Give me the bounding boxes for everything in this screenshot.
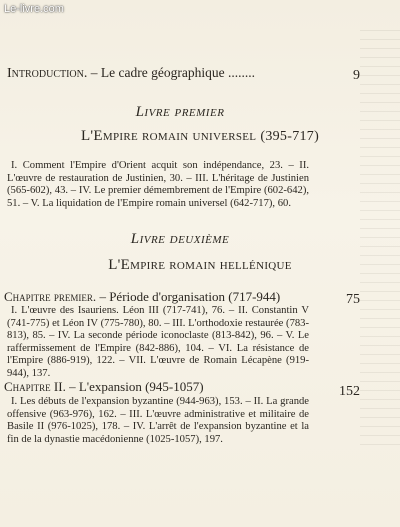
intro-title: – Le cadre géographique <box>90 65 225 80</box>
book1-years: (395-717) <box>260 129 320 144</box>
chapter2-page-number: 152 <box>339 384 360 399</box>
book1-heading: Livre premier <box>135 104 225 120</box>
chapter1-contents: I. L'œuvre des Isauriens. Léon III (717-741), 76. – II. Constantin V (741-775) et Léon IV (775-780), 80. – III. L'orthodoxie restaurée (783-813), 85. – IV. La seconde période iconoclaste (813-842), 96. – V. Le raffermissement de l'Empire (842-886), 104. – VI. La résistance de l'Empire (886-919), 122. – VII. L'œuvre de Romain Lécapène (919-944), 137. <box>7 305 309 379</box>
chapter1-heading <box>4 289 280 305</box>
intro-page-number: 9 <box>353 68 360 83</box>
watermark: Le-livre.com <box>4 3 64 15</box>
chapter1-title: – Période d'organisation (717-944) <box>99 289 281 304</box>
chapter1-label: Chapitre premier. <box>4 289 97 304</box>
toc-entry-introduction <box>7 65 360 82</box>
intro-leader: ........ <box>227 65 255 80</box>
chapter1-page-number: 75 <box>346 292 360 307</box>
chapter2-label: Chapitre II. <box>4 379 66 394</box>
book1-contents: I. Comment l'Empire d'Orient acquit son indépendance, 23. – II. L'œuvre de restauration de Justinien, 30. – III. L'héritage de Justinien (565-602), 43. – IV. Le premier démembrement de l'Empire (602-642), 51. – V. La liquidation de l'Empire romain universel (642-717), 60. <box>7 160 309 209</box>
book2-title: L'Empire romain hellénique <box>108 257 292 273</box>
book1-title-text: L'Empire romain universel <box>80 128 257 144</box>
intro-label: Introduction. <box>7 66 88 81</box>
chapter2-heading <box>4 379 204 395</box>
bleed-through-text <box>360 30 400 450</box>
book2-heading: Livre deuxième <box>130 231 230 247</box>
chapter2-contents: I. Les débuts de l'expansion byzantine (944-963), 153. – II. La grande offensive (963-976), 162. – III. L'œuvre administrative et militaire de Basile II (976-1025), 178. – IV. L'arrêt de l'expansion byzantine et la fin de la dynastie macédonienne (1025-1057), 197. <box>7 396 309 445</box>
book1-title <box>0 128 400 145</box>
chapter2-title: – L'expansion (945-1057) <box>69 379 204 394</box>
